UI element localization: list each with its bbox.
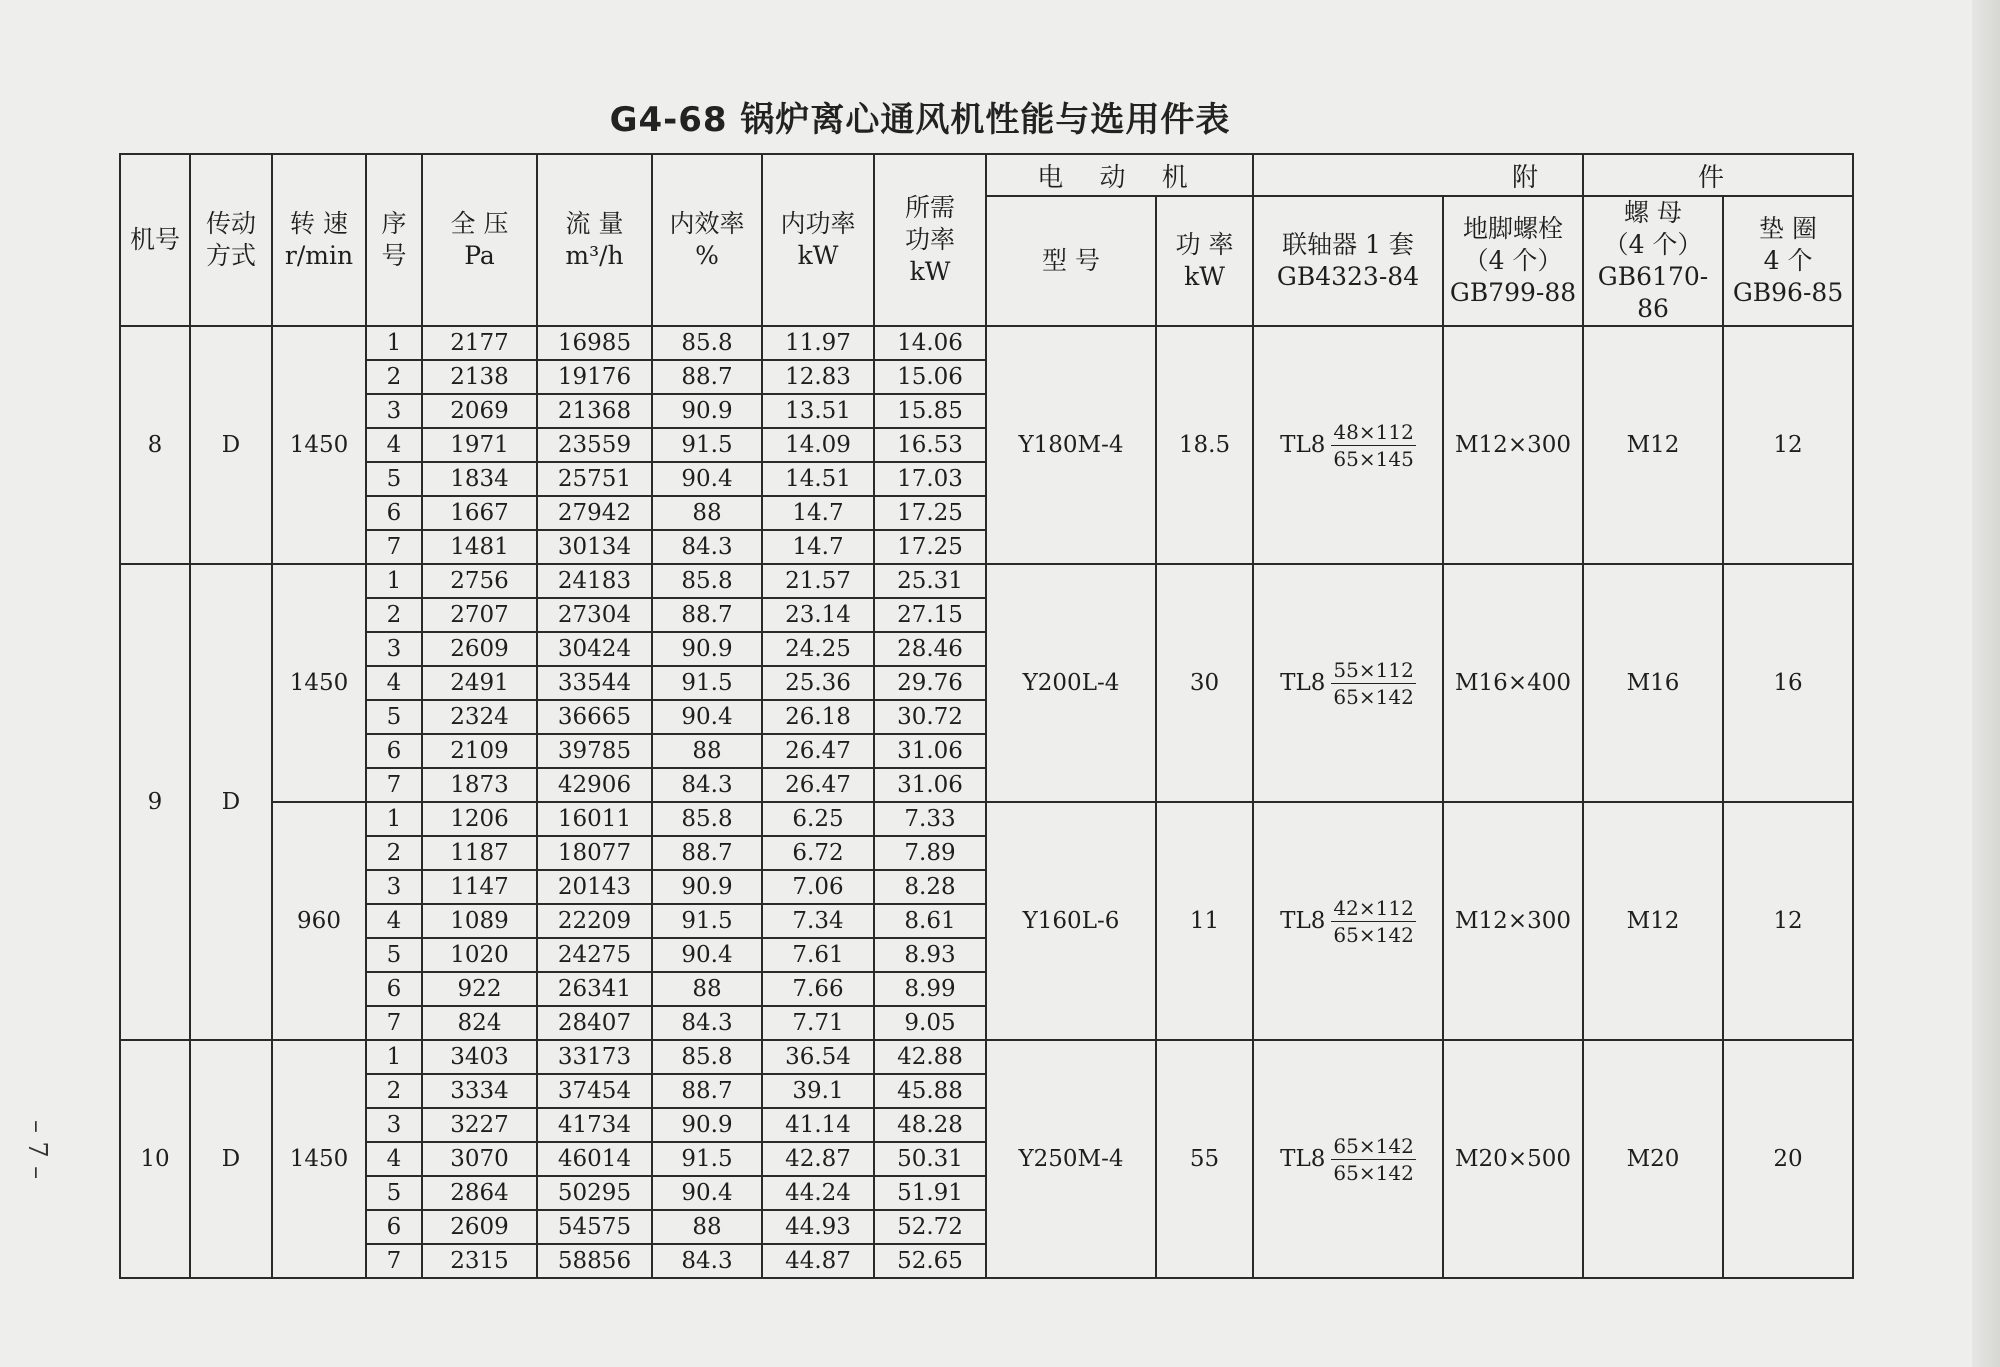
internal-efficiency-cell: 85.8 [652,326,762,360]
coupling-prefix: TL8 [1280,908,1326,934]
coupling-spec [1280,895,1416,948]
speed-cell: 1450 [272,326,366,564]
drive-mode-cell: D [190,326,272,564]
flow-cell: 54575 [537,1210,652,1244]
header-internal-efficiency: 内效率 % [652,154,762,326]
total-pressure-cell: 824 [422,1006,537,1040]
total-pressure-cell: 2756 [422,564,537,598]
motor-power-cell: 30 [1156,564,1253,802]
washer-cell: 12 [1723,802,1853,1040]
seq-cell: 1 [366,564,422,598]
internal-power-cell: 11.97 [762,326,874,360]
header-motor-model: 型 号 [986,196,1156,326]
machine-no-cell: 8 [120,326,190,564]
seq-cell: 6 [366,734,422,768]
seq-cell: 6 [366,1210,422,1244]
internal-efficiency-cell: 84.3 [652,1244,762,1278]
washer-cell: 20 [1723,1040,1853,1278]
header-total-pressure: 全 压 Pa [422,154,537,326]
coupling-cell [1253,1040,1443,1278]
flow-cell: 27304 [537,598,652,632]
internal-efficiency-cell: 91.5 [652,428,762,462]
internal-power-cell: 25.36 [762,666,874,700]
total-pressure-cell: 1187 [422,836,537,870]
header-accessory-group-left: 附 [1253,154,1583,196]
total-pressure-cell: 2864 [422,1176,537,1210]
coupling-fraction [1331,1133,1415,1186]
motor-model-cell: Y200L-4 [986,564,1156,802]
internal-efficiency-cell: 90.9 [652,1108,762,1142]
total-pressure-cell: 3403 [422,1040,537,1074]
total-pressure-cell: 2315 [422,1244,537,1278]
required-power-cell: 52.72 [874,1210,986,1244]
coupling-prefix: TL8 [1280,670,1326,696]
internal-power-cell: 12.83 [762,360,874,394]
required-power-cell: 17.25 [874,530,986,564]
required-power-cell: 48.28 [874,1108,986,1142]
coupling-cell [1253,326,1443,564]
total-pressure-cell: 2609 [422,632,537,666]
flow-cell: 33173 [537,1040,652,1074]
internal-efficiency-cell: 88 [652,496,762,530]
internal-efficiency-cell: 90.4 [652,1176,762,1210]
internal-efficiency-cell: 91.5 [652,666,762,700]
motor-model-cell: Y160L-6 [986,802,1156,1040]
seq-cell: 5 [366,462,422,496]
required-power-cell: 7.33 [874,802,986,836]
internal-power-cell: 26.47 [762,768,874,802]
header-internal-power: 内功率 kW [762,154,874,326]
header-machine-no: 机号 [120,154,190,326]
total-pressure-cell: 1089 [422,904,537,938]
total-pressure-cell: 2109 [422,734,537,768]
header-motor-group: 电 动 机 [986,154,1253,196]
total-pressure-cell: 1873 [422,768,537,802]
table-row [120,564,1853,598]
internal-efficiency-cell: 88 [652,972,762,1006]
internal-efficiency-cell: 88.7 [652,1074,762,1108]
total-pressure-cell: 2177 [422,326,537,360]
internal-efficiency-cell: 88 [652,734,762,768]
seq-cell: 5 [366,700,422,734]
flow-cell: 24275 [537,938,652,972]
required-power-cell: 28.46 [874,632,986,666]
required-power-cell: 31.06 [874,768,986,802]
internal-efficiency-cell: 84.3 [652,1006,762,1040]
flow-cell: 22209 [537,904,652,938]
internal-power-cell: 14.7 [762,530,874,564]
required-power-cell: 42.88 [874,1040,986,1074]
flow-cell: 33544 [537,666,652,700]
total-pressure-cell: 3227 [422,1108,537,1142]
internal-efficiency-cell: 90.4 [652,700,762,734]
internal-power-cell: 14.7 [762,496,874,530]
flow-cell: 25751 [537,462,652,496]
speed-cell: 1450 [272,1040,366,1278]
required-power-cell: 25.31 [874,564,986,598]
internal-efficiency-cell: 85.8 [652,1040,762,1074]
header-required-power: 所需 功率 kW [874,154,986,326]
required-power-cell: 8.61 [874,904,986,938]
internal-power-cell: 7.61 [762,938,874,972]
seq-cell: 5 [366,938,422,972]
flow-cell: 21368 [537,394,652,428]
internal-efficiency-cell: 88.7 [652,598,762,632]
motor-power-cell: 18.5 [1156,326,1253,564]
flow-cell: 26341 [537,972,652,1006]
coupling-cell [1253,564,1443,802]
coupling-fraction [1331,419,1415,472]
required-power-cell: 30.72 [874,700,986,734]
required-power-cell: 16.53 [874,428,986,462]
seq-cell: 4 [366,1142,422,1176]
internal-efficiency-cell: 91.5 [652,1142,762,1176]
header-accessory-group-right: 件 [1583,154,1853,196]
internal-power-cell: 7.06 [762,870,874,904]
flow-cell: 23559 [537,428,652,462]
coupling-numerator: 42×112 [1333,895,1414,920]
internal-efficiency-cell: 88 [652,1210,762,1244]
nut-cell: M16 [1583,564,1723,802]
flow-cell: 16011 [537,802,652,836]
required-power-cell: 8.99 [874,972,986,1006]
coupling-spec [1280,657,1416,710]
coupling-denominator: 65×142 [1333,1160,1414,1185]
flow-cell: 20143 [537,870,652,904]
seq-cell: 7 [366,768,422,802]
flow-cell: 41734 [537,1108,652,1142]
total-pressure-cell: 2491 [422,666,537,700]
internal-power-cell: 26.18 [762,700,874,734]
internal-efficiency-cell: 91.5 [652,904,762,938]
flow-cell: 58856 [537,1244,652,1278]
internal-power-cell: 7.34 [762,904,874,938]
total-pressure-cell: 2707 [422,598,537,632]
internal-efficiency-cell: 90.9 [652,632,762,666]
internal-power-cell: 44.93 [762,1210,874,1244]
coupling-denominator: 65×142 [1333,922,1414,947]
seq-cell: 1 [366,802,422,836]
total-pressure-cell: 2138 [422,360,537,394]
seq-cell: 2 [366,836,422,870]
internal-efficiency-cell: 84.3 [652,768,762,802]
drive-mode-cell: D [190,564,272,1040]
total-pressure-cell: 1667 [422,496,537,530]
flow-cell: 37454 [537,1074,652,1108]
flow-cell: 39785 [537,734,652,768]
seq-cell: 2 [366,598,422,632]
header-coupling: 联轴器 1 套 GB4323-84 [1253,196,1443,326]
required-power-cell: 7.89 [874,836,986,870]
washer-cell: 12 [1723,326,1853,564]
coupling-numerator: 48×112 [1333,419,1414,444]
internal-power-cell: 14.51 [762,462,874,496]
required-power-cell: 52.65 [874,1244,986,1278]
nut-cell: M20 [1583,1040,1723,1278]
flow-cell: 19176 [537,360,652,394]
seq-cell: 7 [366,1006,422,1040]
header-nut: 螺 母 （4 个） GB6170-86 [1583,196,1723,326]
internal-power-cell: 23.14 [762,598,874,632]
internal-power-cell: 6.72 [762,836,874,870]
required-power-cell: 50.31 [874,1142,986,1176]
coupling-cell [1253,802,1443,1040]
coupling-denominator: 65×145 [1333,446,1414,471]
seq-cell: 3 [366,394,422,428]
coupling-fraction [1331,657,1415,710]
motor-model-cell: Y250M-4 [986,1040,1156,1278]
coupling-fraction [1331,895,1415,948]
coupling-prefix: TL8 [1280,1146,1326,1172]
page-edge [1972,0,2000,1367]
seq-cell: 2 [366,1074,422,1108]
seq-cell: 1 [366,1040,422,1074]
internal-power-cell: 36.54 [762,1040,874,1074]
seq-cell: 1 [366,326,422,360]
internal-efficiency-cell: 90.4 [652,938,762,972]
seq-cell: 6 [366,972,422,1006]
header-washer: 垫 圈 4 个 GB96-85 [1723,196,1853,326]
seq-cell: 7 [366,1244,422,1278]
internal-power-cell: 7.66 [762,972,874,1006]
required-power-cell: 17.25 [874,496,986,530]
washer-cell: 16 [1723,564,1853,802]
required-power-cell: 51.91 [874,1176,986,1210]
seq-cell: 6 [366,496,422,530]
header-anchor-bolt: 地脚螺栓 （4 个） GB799-88 [1443,196,1583,326]
coupling-numerator: 65×142 [1333,1133,1414,1158]
coupling-denominator: 65×142 [1333,684,1414,709]
required-power-cell: 8.28 [874,870,986,904]
internal-efficiency-cell: 85.8 [652,802,762,836]
performance-table [119,153,1854,1279]
coupling-spec [1280,1133,1416,1186]
seq-cell: 4 [366,666,422,700]
total-pressure-cell: 2609 [422,1210,537,1244]
seq-cell: 7 [366,530,422,564]
total-pressure-cell: 2069 [422,394,537,428]
header-speed: 转 速 r/min [272,154,366,326]
flow-cell: 50295 [537,1176,652,1210]
anchor-bolt-cell: M16×400 [1443,564,1583,802]
internal-power-cell: 44.87 [762,1244,874,1278]
header-flow: 流 量 m³/h [537,154,652,326]
required-power-cell: 45.88 [874,1074,986,1108]
total-pressure-cell: 1020 [422,938,537,972]
table-body [120,326,1853,1278]
internal-efficiency-cell: 88.7 [652,360,762,394]
coupling-spec [1280,419,1416,472]
internal-power-cell: 41.14 [762,1108,874,1142]
required-power-cell: 27.15 [874,598,986,632]
total-pressure-cell: 2324 [422,700,537,734]
anchor-bolt-cell: M12×300 [1443,326,1583,564]
internal-efficiency-cell: 84.3 [652,530,762,564]
nut-cell: M12 [1583,326,1723,564]
flow-cell: 27942 [537,496,652,530]
seq-cell: 5 [366,1176,422,1210]
seq-cell: 2 [366,360,422,394]
flow-cell: 30424 [537,632,652,666]
header-drive-mode: 传动 方式 [190,154,272,326]
internal-efficiency-cell: 85.8 [652,564,762,598]
internal-power-cell: 26.47 [762,734,874,768]
coupling-prefix: TL8 [1280,432,1326,458]
header-seq: 序 号 [366,154,422,326]
machine-no-cell: 9 [120,564,190,1040]
required-power-cell: 17.03 [874,462,986,496]
coupling-numerator: 55×112 [1333,657,1414,682]
total-pressure-cell: 1147 [422,870,537,904]
anchor-bolt-cell: M12×300 [1443,802,1583,1040]
nut-cell: M12 [1583,802,1723,1040]
internal-efficiency-cell: 90.9 [652,394,762,428]
drive-mode-cell: D [190,1040,272,1278]
flow-cell: 16985 [537,326,652,360]
required-power-cell: 14.06 [874,326,986,360]
flow-cell: 28407 [537,1006,652,1040]
internal-power-cell: 24.25 [762,632,874,666]
internal-power-cell: 21.57 [762,564,874,598]
flow-cell: 36665 [537,700,652,734]
total-pressure-cell: 1971 [422,428,537,462]
total-pressure-cell: 1834 [422,462,537,496]
internal-power-cell: 7.71 [762,1006,874,1040]
total-pressure-cell: 3334 [422,1074,537,1108]
speed-cell: 960 [272,802,366,1040]
table-row [120,802,1853,836]
internal-efficiency-cell: 90.9 [652,870,762,904]
internal-power-cell: 39.1 [762,1074,874,1108]
total-pressure-cell: 3070 [422,1142,537,1176]
seq-cell: 3 [366,1108,422,1142]
seq-cell: 4 [366,904,422,938]
seq-cell: 3 [366,870,422,904]
required-power-cell: 8.93 [874,938,986,972]
motor-model-cell: Y180M-4 [986,326,1156,564]
required-power-cell: 9.05 [874,1006,986,1040]
page-number: – 7 – [22,1120,52,1180]
flow-cell: 18077 [537,836,652,870]
total-pressure-cell: 1206 [422,802,537,836]
internal-power-cell: 44.24 [762,1176,874,1210]
internal-efficiency-cell: 88.7 [652,836,762,870]
internal-power-cell: 6.25 [762,802,874,836]
total-pressure-cell: 922 [422,972,537,1006]
header-motor-power: 功 率 kW [1156,196,1253,326]
required-power-cell: 15.85 [874,394,986,428]
machine-no-cell: 10 [120,1040,190,1278]
required-power-cell: 31.06 [874,734,986,768]
table-row [120,326,1853,360]
page-title: G4-68 锅炉离心通风机性能与选用件表 [609,100,1231,140]
flow-cell: 30134 [537,530,652,564]
seq-cell: 3 [366,632,422,666]
internal-power-cell: 13.51 [762,394,874,428]
flow-cell: 24183 [537,564,652,598]
internal-efficiency-cell: 90.4 [652,462,762,496]
required-power-cell: 29.76 [874,666,986,700]
seq-cell: 4 [366,428,422,462]
table-row [120,1040,1853,1074]
total-pressure-cell: 1481 [422,530,537,564]
flow-cell: 42906 [537,768,652,802]
motor-power-cell: 11 [1156,802,1253,1040]
internal-power-cell: 14.09 [762,428,874,462]
internal-power-cell: 42.87 [762,1142,874,1176]
flow-cell: 46014 [537,1142,652,1176]
required-power-cell: 15.06 [874,360,986,394]
motor-power-cell: 55 [1156,1040,1253,1278]
anchor-bolt-cell: M20×500 [1443,1040,1583,1278]
speed-cell: 1450 [272,564,366,802]
